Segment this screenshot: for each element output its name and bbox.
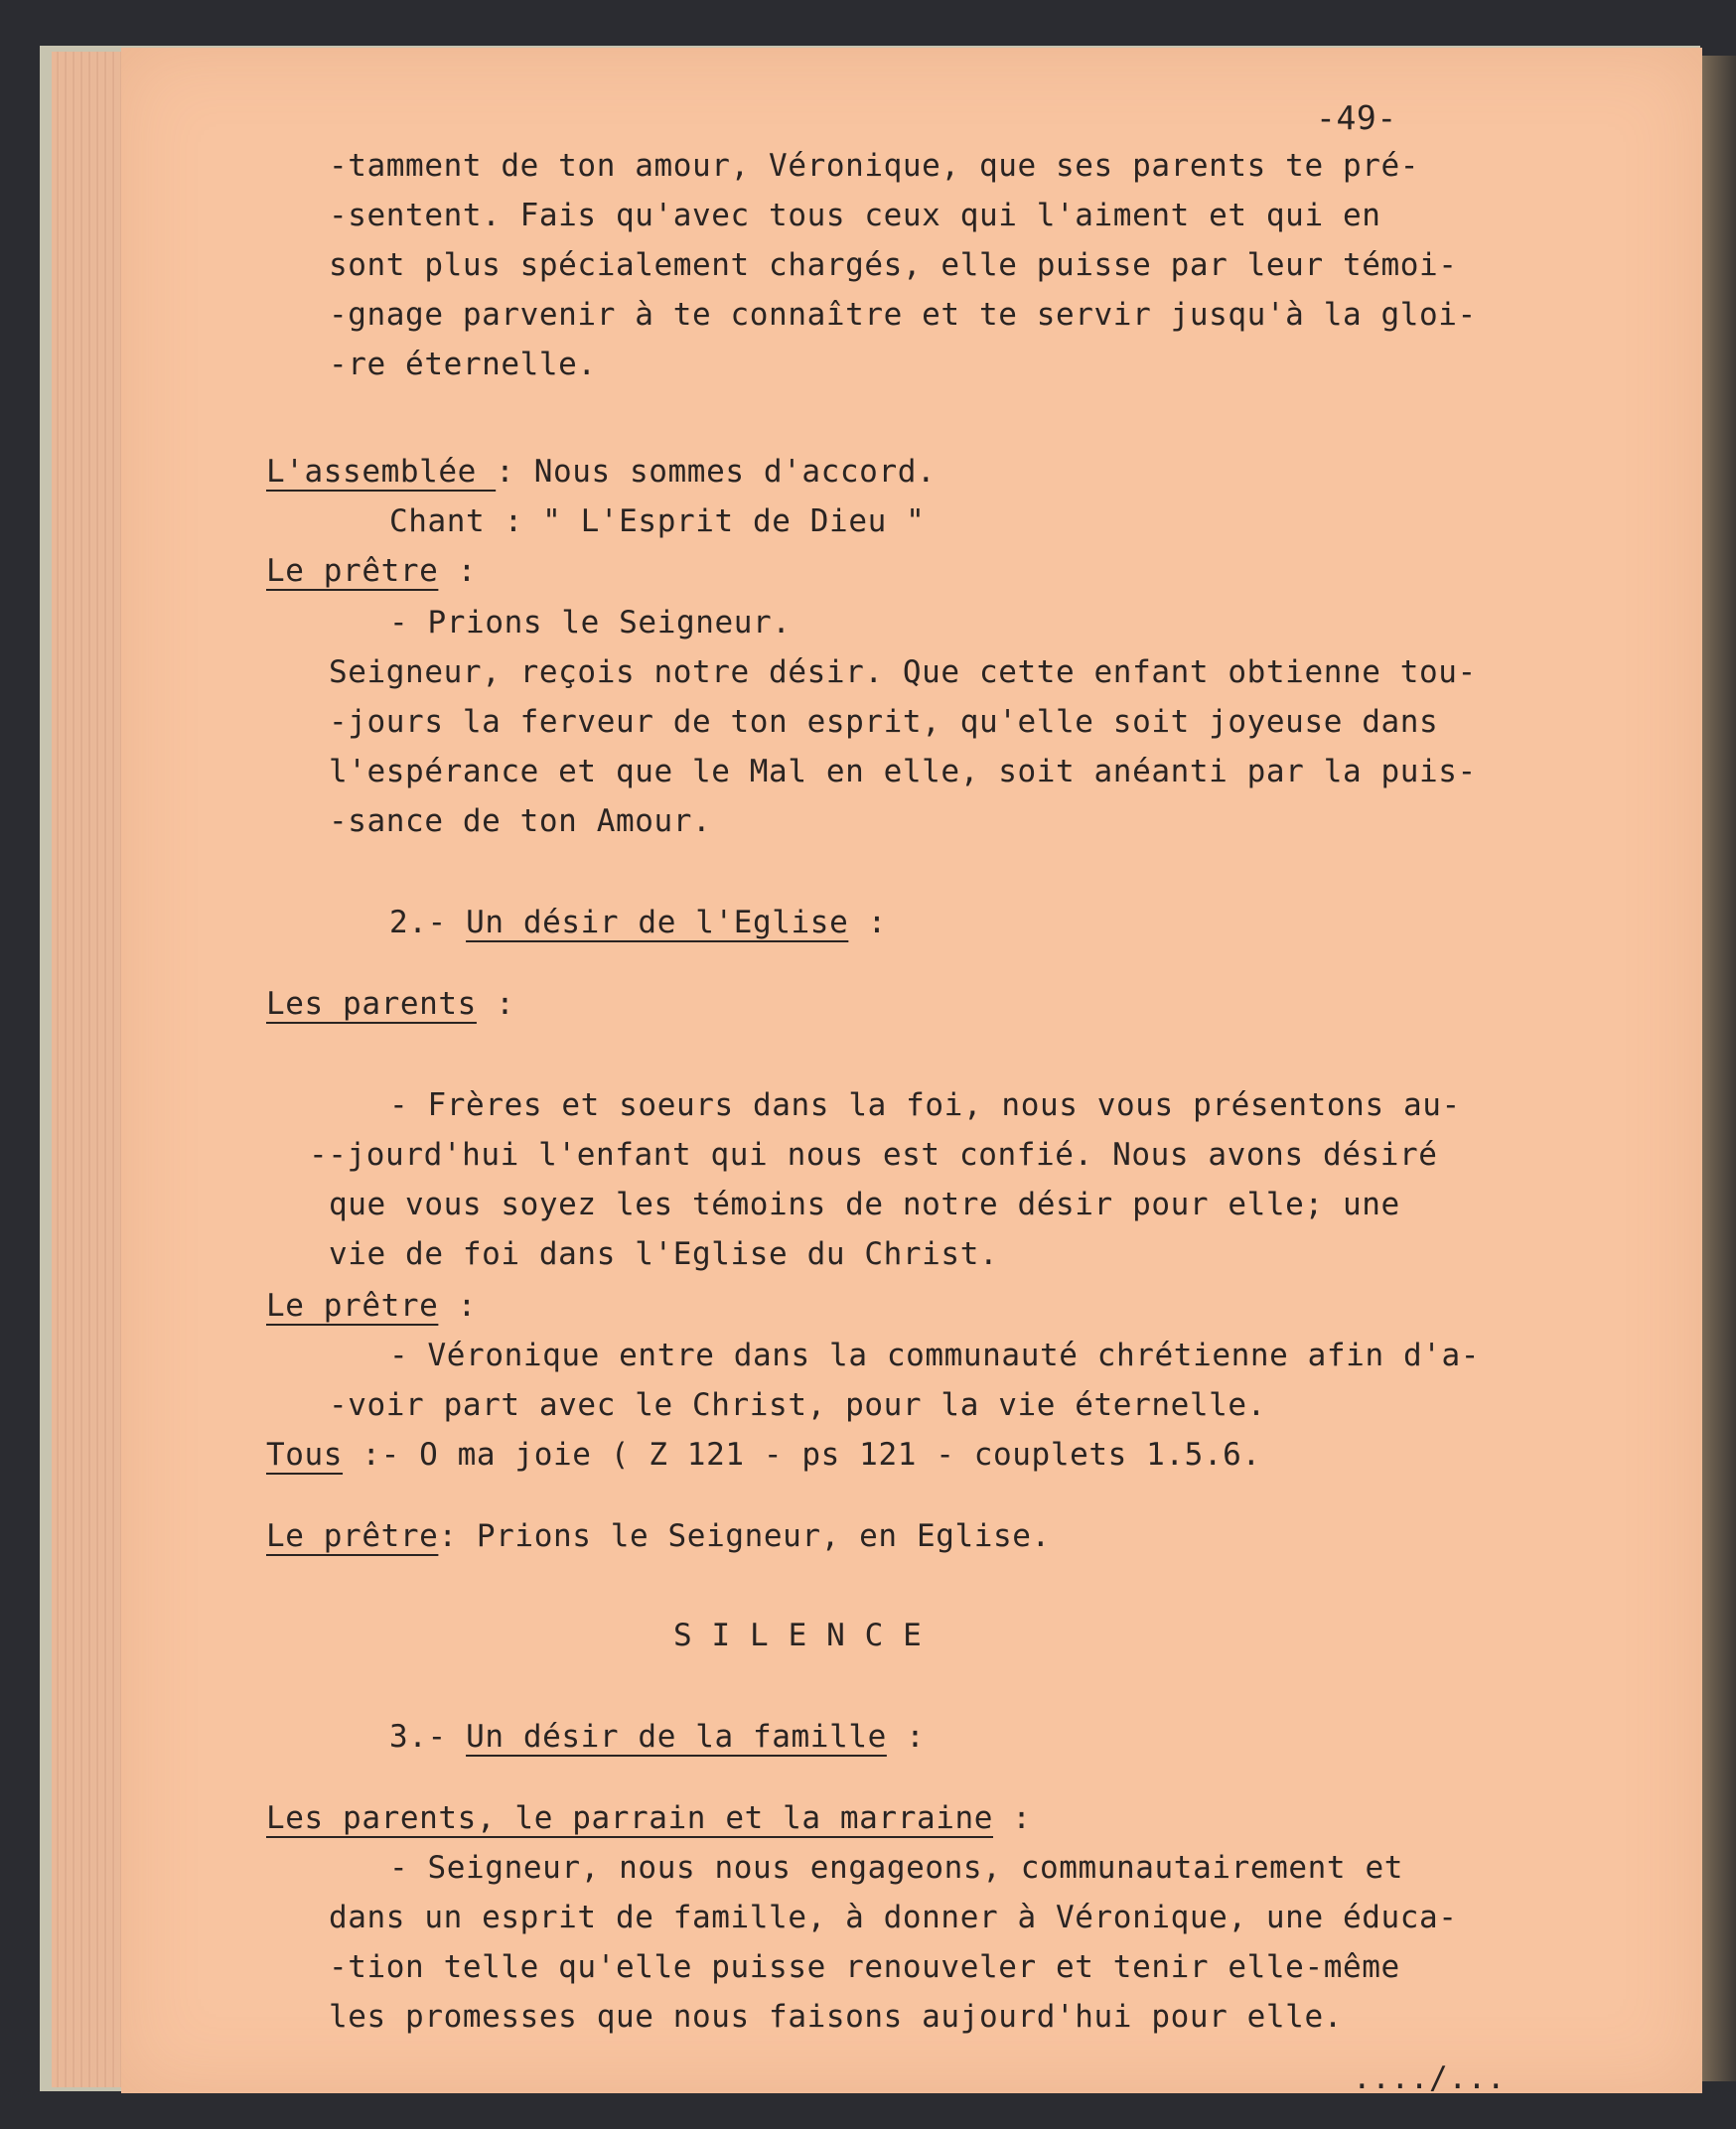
text-line [1353,2060,1506,2096]
text-segment: -tamment de ton amour, Véronique, que ses parents te pré- [329,148,1420,184]
text-line [329,1187,1400,1222]
underlined-heading: L'assemblée [266,454,497,490]
text-line [329,297,1477,333]
text-line [266,1518,1051,1554]
text-segment: --jourd'hui l'enfant qui nous est confié. Nous avons désiré [309,1137,1438,1173]
text-segment: Chant : " L'Esprit de Dieu " [389,503,926,539]
text-line [329,1999,1343,2035]
text-segment: -re éternelle. [329,347,597,382]
text-segment: sont plus spécialement chargés, elle puisse par leur témoi- [329,247,1458,283]
text-segment: : [438,1288,477,1324]
text-line [329,1949,1400,1985]
text-segment: Seigneur, reçois notre désir. Que cette enfant obtienne tou- [329,654,1477,690]
text-segment: ..../... [1353,2060,1507,2096]
text-line [329,198,1381,233]
underlined-heading: Tous [266,1437,344,1473]
text-segment: -sance de ton Amour. [329,803,712,839]
text-line [329,247,1458,283]
text-segment: : [438,553,477,589]
text-segment: : [476,986,515,1022]
text-segment: vie de foi dans l'Eglise du Christ. [329,1236,999,1272]
text-segment: : [886,1719,926,1755]
text-line [329,347,597,382]
text-line [673,1618,922,1653]
text-line [309,1137,1438,1173]
underlined-heading: Un désir de la famille [466,1719,887,1755]
text-line [329,1236,998,1272]
text-line [389,605,792,640]
underlined-heading: Un désir de l'Eglise [466,905,849,940]
text-line [389,905,887,940]
text-segment: -sentent. Fais qu'avec tous ceux qui l'aiment et qui en [329,198,1381,233]
text-segment: - Frères et soeurs dans la foi, nous vous présentons au- [389,1087,1461,1123]
text-segment: 2.- [389,905,467,940]
text-segment: : Prions le Seigneur, en Eglise. [438,1518,1051,1554]
text-line [329,148,1419,184]
text-line [329,1387,1266,1423]
text-line [329,654,1477,690]
underlined-heading: Le prêtre [266,1518,439,1554]
text-line [266,553,477,589]
text-segment: :- O ma joie ( Z 121 - ps 121 - couplets 1.5.6. [343,1437,1261,1473]
text-line [266,986,514,1022]
underlined-heading: Le prêtre [266,553,439,589]
text-line [389,1719,925,1755]
text-segment: - Véronique entre dans la communauté chrétienne afin d'a- [389,1338,1481,1373]
text-segment: -jours la ferveur de ton esprit, qu'elle soit joyeuse dans [329,704,1439,740]
text-line [329,803,711,839]
text-line [389,1850,1403,1886]
binding-edge [1700,56,1736,2081]
text-segment: que vous soyez les témoins de notre désir pour elle; une [329,1187,1400,1222]
text-line [329,754,1477,789]
text-segment: dans un esprit de famille, à donner à Véronique, une éduca- [329,1900,1458,1935]
text-segment: - Prions le Seigneur. [389,605,792,640]
text-line [329,704,1438,740]
text-segment: -tion telle qu'elle puisse renouveler et tenir elle-même [329,1949,1400,1985]
underlined-heading: Les parents, le parrain et la marraine [266,1800,994,1836]
text-segment: les promesses que nous faisons aujourd'hui pour elle. [329,1999,1343,2035]
text-segment: : [848,905,887,940]
text-line [266,1288,477,1324]
text-line [266,454,936,490]
text-segment: S I L E N C E [673,1618,923,1653]
text-segment: -voir part avec le Christ, pour la vie éternelle. [329,1387,1266,1423]
text-segment: l'espérance et que le Mal en elle, soit anéanti par la puis- [329,754,1477,789]
page-edges [52,52,129,2087]
underlined-heading: Le prêtre [266,1288,439,1324]
text-line [266,1437,1261,1473]
text-line [329,1900,1458,1935]
text-segment: - Seigneur, nous nous engageons, communautairement et [389,1850,1403,1886]
underlined-heading: Les parents [266,986,477,1022]
text-segment: 3.- [389,1719,467,1755]
text-segment: : Nous sommes d'accord. [496,454,937,490]
text-line [266,1800,1032,1836]
document-page [121,48,1702,2096]
text-segment: : [993,1800,1032,1836]
text-segment: -gnage parvenir à te connaître et te servir jusqu'à la gloi- [329,297,1477,333]
text-line [389,1087,1461,1123]
text-line [389,503,925,539]
page-number: -49- [1316,98,1397,137]
text-line [389,1338,1480,1373]
